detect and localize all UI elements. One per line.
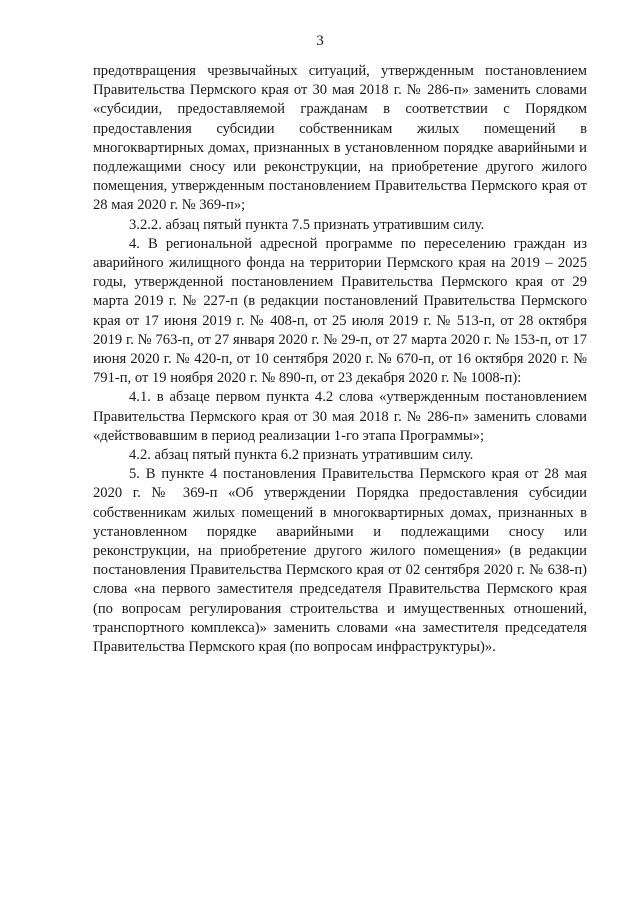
paragraph-4-1: 4.1. в абзаце первом пункта 4.2 слова «утвержденным постановлением Правительства Пермского края от 30 мая 2018 г. № 286-п» заменить словами «действовавшим в период реализации 1-го этапа Программы»; xyxy=(93,389,587,444)
paragraph-continuation: предотвращения чрезвычайных ситуаций, утвержденным постановлением Правительства Пермского края от 30 мая 2018 г. № 286-п» заменить словами «субсидии, предоставляемой гражданам в соответствии с Порядком предоставления субсидии собственникам жилых помещений в многоквартирных домах, признанных в установленном порядке аварийными и подлежащими сносу или реконструкции, на приобретение другого жилого помещения, утвержденным постановлением Правительства Пермского края от 28 мая 2020 г. № 369-п»; xyxy=(93,63,587,214)
paragraph-4: 4. В региональной адресной программе по переселению граждан из аварийного жилищного фонда на территории Пермского края на 2019 – 2025 годы, утвержденной постановлением Правительства Пермского края от 29 марта 2019 г. № 227-п (в редакции постановлений Правительства Пермского края от 17 июня 2019 г. № 408-п, от 25 июля 2019 г. № 513-п, от 28 октября 2019 г. № 763-п, от 27 января 2020 г. № 29-п, от 27 марта 2020 г. № 153-п, от 17 июня 2020 г. № 420-п, от 10 сентября 2020 г. № 670-п, от 16 октября 2020 г. № 791-п, от 19 ноября 2020 г. № 890-п, от 23 декабря 2020 г. № 1008-п): xyxy=(93,235,587,387)
document-body xyxy=(93,62,587,657)
paragraph-5: 5. В пункте 4 постановления Правительства Пермского края от 28 мая 2020 г. № 369-п «Об утверждении Порядка предоставления субсидии собственникам жилых помещений в многоквартирных домах, признанных в установленном порядке аварийными и подлежащими сносу или реконструкции, на приобретение другого жилого помещения» (в редакции постановления Правительства Пермского края от 02 сентября 2020 г. № 638-п) слова «на первого заместителя председателя Правительства Пермского края (по вопросам регулирования строительства и имущественных отношений, транспортного комплекса)» заменить словами «на заместителя председателя Правительства Пермского края (по вопросам инфраструктуры)». xyxy=(93,466,587,656)
paragraph-4-2: 4.2. абзац пятый пункта 6.2 признать утратившим силу. xyxy=(129,447,474,464)
page-number: 3 xyxy=(316,33,324,49)
paragraph-3-2-2: 3.2.2. абзац пятый пункта 7.5 признать утратившим силу. xyxy=(129,216,485,233)
